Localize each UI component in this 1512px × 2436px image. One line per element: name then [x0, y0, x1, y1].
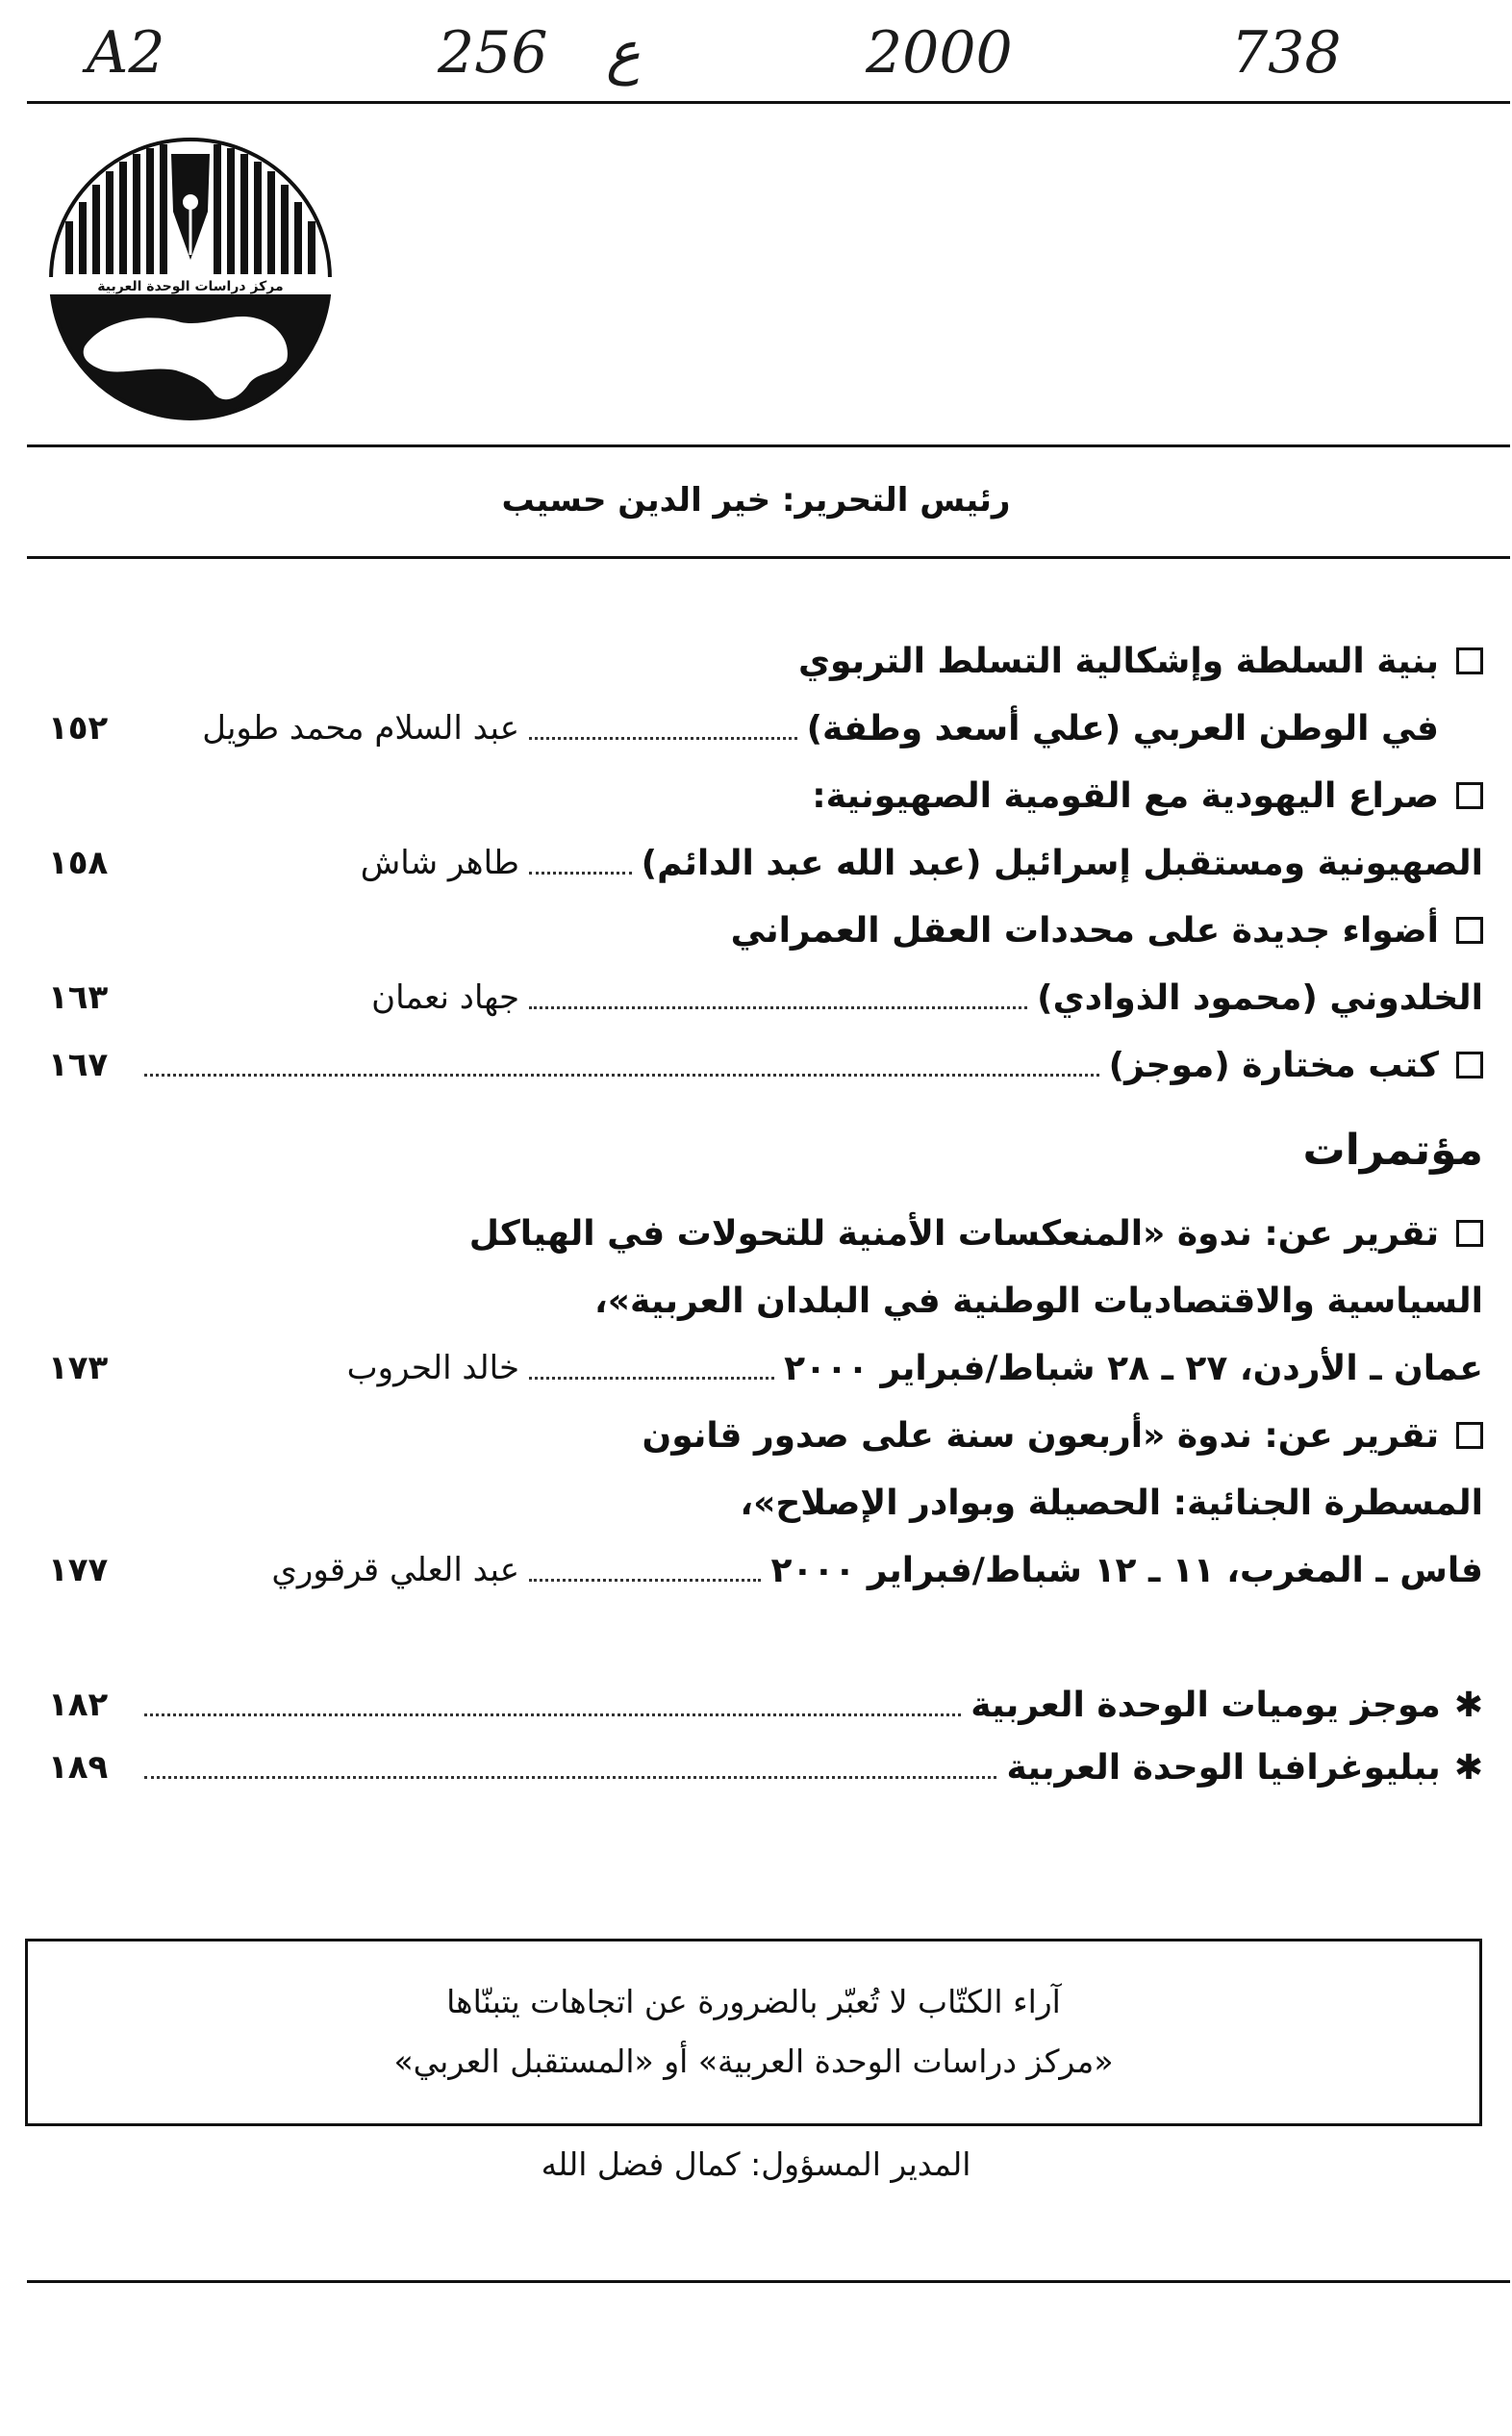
rule-above-editor	[27, 444, 1510, 447]
toc-title: الخلدوني (محمود الذوادي)	[1037, 977, 1483, 1018]
checkbox-icon	[1456, 917, 1483, 944]
toc-title: بنية السلطة وإشكالية التسلط التربوي	[797, 641, 1439, 681]
toc-line-11[interactable]	[48, 1405, 1483, 1466]
toc-title: صراع اليهودية مع القومية الصهيونية:	[812, 775, 1439, 816]
toc-page-number: ١٨٩	[48, 1748, 109, 1787]
disclaimer-line-1: آراء الكتّاب لا تُعبّر بالضرورة عن اتجاهات يتبنّاها	[446, 1983, 1061, 2020]
checkbox-icon	[1456, 647, 1483, 674]
leader-dots	[529, 737, 797, 740]
rule-below-editor	[27, 556, 1510, 559]
toc-line-13[interactable]	[48, 1539, 1483, 1601]
toc-title: تقرير عن: ندوة «أربعون سنة على صدور قانون	[642, 1415, 1439, 1456]
leader-dots	[144, 1713, 961, 1716]
leader-dots	[529, 1579, 761, 1582]
toc-title: الصهيونية ومستقبل إسرائيل (عبد الله عبد الدائم)	[641, 843, 1483, 883]
toc-line-15[interactable]	[48, 1737, 1483, 1798]
toc-title: في الوطن العربي (علي أسعد وطفة)	[806, 708, 1439, 749]
disclaimer-line-2: «مركز دراسات الوحدة العربية» أو «المستقبل العربي»	[393, 2043, 1114, 2080]
editor-in-chief: رئيس التحرير: خير الدين حسيب	[501, 481, 1011, 520]
logo-caption: مركز دراسات الوحدة العربية	[97, 279, 284, 294]
toc-title: السياسية والاقتصاديات الوطنية في البلدان العربية»،	[594, 1281, 1483, 1321]
toc-page-number: ١٧٣	[48, 1349, 109, 1387]
toc-line-1[interactable]	[48, 630, 1483, 692]
toc-title: كتب مختارة (موجز)	[1108, 1045, 1439, 1085]
toc-line-2[interactable]	[48, 698, 1483, 759]
handwritten-mark-a2: A2	[87, 19, 165, 87]
toc-line-6[interactable]	[48, 967, 1483, 1028]
handwritten-mark-ain: ع	[606, 19, 641, 87]
handwritten-mark-738: 738	[1231, 19, 1342, 87]
toc-title: المسطرة الجنائية: الحصيلة وبوادر الإصلاح»،	[740, 1483, 1483, 1523]
handwritten-mark-2000: 2000	[866, 19, 1013, 87]
leader-dots	[529, 872, 632, 875]
toc-line-14[interactable]	[48, 1674, 1483, 1736]
checkbox-icon	[1456, 1052, 1483, 1078]
toc-line-4[interactable]	[48, 832, 1483, 894]
toc-page-number: ١٨٢	[48, 1686, 109, 1724]
checkbox-icon	[1456, 1220, 1483, 1247]
checkbox-icon	[1456, 1422, 1483, 1449]
toc-title: عمان ـ الأردن، ٢٧ ـ ٢٨ شباط/فبراير ٢٠٠٠	[784, 1348, 1483, 1388]
leader-dots	[144, 1074, 1099, 1077]
toc-page-number: ١٧٧	[48, 1551, 109, 1589]
checkbox-icon	[1456, 782, 1483, 809]
toc-line-5[interactable]	[48, 900, 1483, 961]
toc-line-12[interactable]	[48, 1472, 1483, 1534]
toc-author: طاهر شاش	[360, 844, 519, 882]
leader-dots	[144, 1776, 996, 1779]
asterisk-icon: ✱	[1453, 1685, 1483, 1725]
toc-title: أضواء جديدة على محددات العقل العمراني	[730, 910, 1439, 951]
toc-author: عبد العلي قرقوري	[271, 1551, 519, 1589]
toc-page-number: ١٦٧	[48, 1046, 109, 1084]
toc-line-7[interactable]	[48, 1034, 1483, 1096]
top-rule	[27, 101, 1510, 104]
managing-director: المدير المسؤول: كمال فضل الله	[541, 2145, 971, 2183]
asterisk-icon: ✱	[1453, 1747, 1483, 1788]
bottom-rule	[27, 2280, 1510, 2283]
toc-line-10[interactable]	[48, 1337, 1483, 1399]
toc-line-3[interactable]	[48, 765, 1483, 826]
toc-page-number: ١٥٨	[48, 844, 109, 882]
handwritten-mark-256: 256	[438, 19, 548, 87]
toc-title: فاس ـ المغرب، ١١ ـ ١٢ شباط/فبراير ٢٠٠٠	[770, 1550, 1483, 1590]
toc-title: موجز يوميات الوحدة العربية	[970, 1685, 1441, 1725]
leader-dots	[529, 1377, 774, 1380]
toc-author: جهاد نعمان	[371, 978, 519, 1017]
toc-line-8[interactable]	[48, 1203, 1483, 1264]
toc-author: خالد الحروب	[346, 1349, 519, 1387]
toc-author: عبد السلام محمد طويل	[202, 709, 519, 748]
disclaimer-box	[25, 1939, 1482, 2126]
section-heading-conferences: مؤتمرات	[1302, 1126, 1483, 1175]
toc-title: تقرير عن: ندوة «المنعكسات الأمنية للتحولات في الهياكل	[468, 1213, 1439, 1254]
center-logo-icon	[46, 135, 335, 423]
toc-page-number: ١٥٢	[48, 709, 109, 748]
toc-line-9[interactable]	[48, 1270, 1483, 1332]
toc-page-number: ١٦٣	[48, 978, 109, 1017]
toc-title: ببليوغرافيا الوحدة العربية	[1006, 1747, 1441, 1788]
leader-dots	[529, 1006, 1027, 1009]
